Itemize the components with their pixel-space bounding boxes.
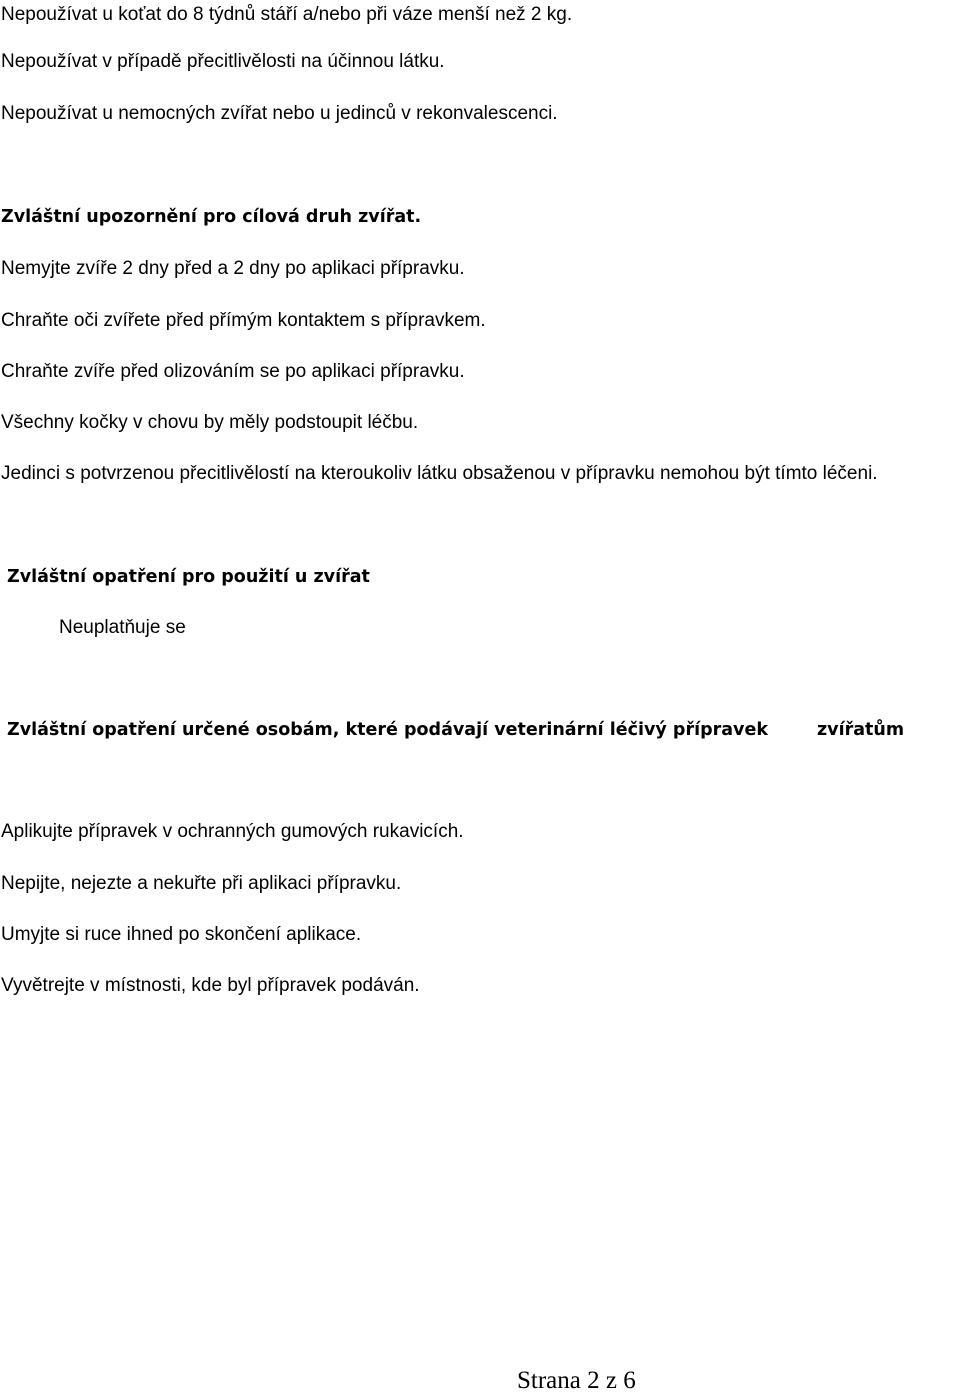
warning-line: Jedinci s potvrzenou přecitlivělostí na kteroukoliv látku obsaženou v přípravku nemohou být tímto léčeni. xyxy=(1,463,878,484)
precaution-line: Vyvětrejte v místnosti, kde byl přípravek podáván. xyxy=(1,975,420,996)
contraindication-line: Nepoužívat u koťat do 8 týdnů stáří a/nebo při váze menší než 2 kg. xyxy=(1,4,573,25)
precaution-line: Umyjte si ruce ihned po skončení aplikace. xyxy=(1,924,362,945)
person-precautions-heading-end: zvířatům xyxy=(817,720,905,740)
precaution-line: Nepijte, nejezte a nekuřte při aplikaci přípravku. xyxy=(1,873,402,894)
contraindication-line: Nepoužívat v případě přecitlivělosti na účinnou látku. xyxy=(1,51,445,72)
animal-precautions-heading: Zvláštní opatření pro použití u zvířat xyxy=(7,567,370,587)
page-number: Strana 2 z 6 xyxy=(517,1367,636,1394)
target-species-warnings-heading: Zvláštní upozornění pro cílová druh zvířat. xyxy=(1,207,422,227)
warning-line: Nemyjte zvíře 2 dny před a 2 dny po aplikaci přípravku. xyxy=(1,258,465,279)
contraindication-line: Nepoužívat u nemocných zvířat nebo u jedinců v rekonvalescenci. xyxy=(1,103,558,124)
warning-line: Chraňte oči zvířete před přímým kontaktem s přípravkem. xyxy=(1,310,486,331)
precaution-line: Aplikujte přípravek v ochranných gumových rukavicích. xyxy=(1,821,464,842)
person-precautions-heading: Zvláštní opatření určené osobám, které podávají veterinární léčivý přípravek xyxy=(7,720,768,740)
warning-line: Všechny kočky v chovu by měly podstoupit léčbu. xyxy=(1,412,419,433)
animal-precautions-text: Neuplatňuje se xyxy=(59,617,186,638)
warning-line: Chraňte zvíře před olizováním se po aplikaci přípravku. xyxy=(1,361,465,382)
